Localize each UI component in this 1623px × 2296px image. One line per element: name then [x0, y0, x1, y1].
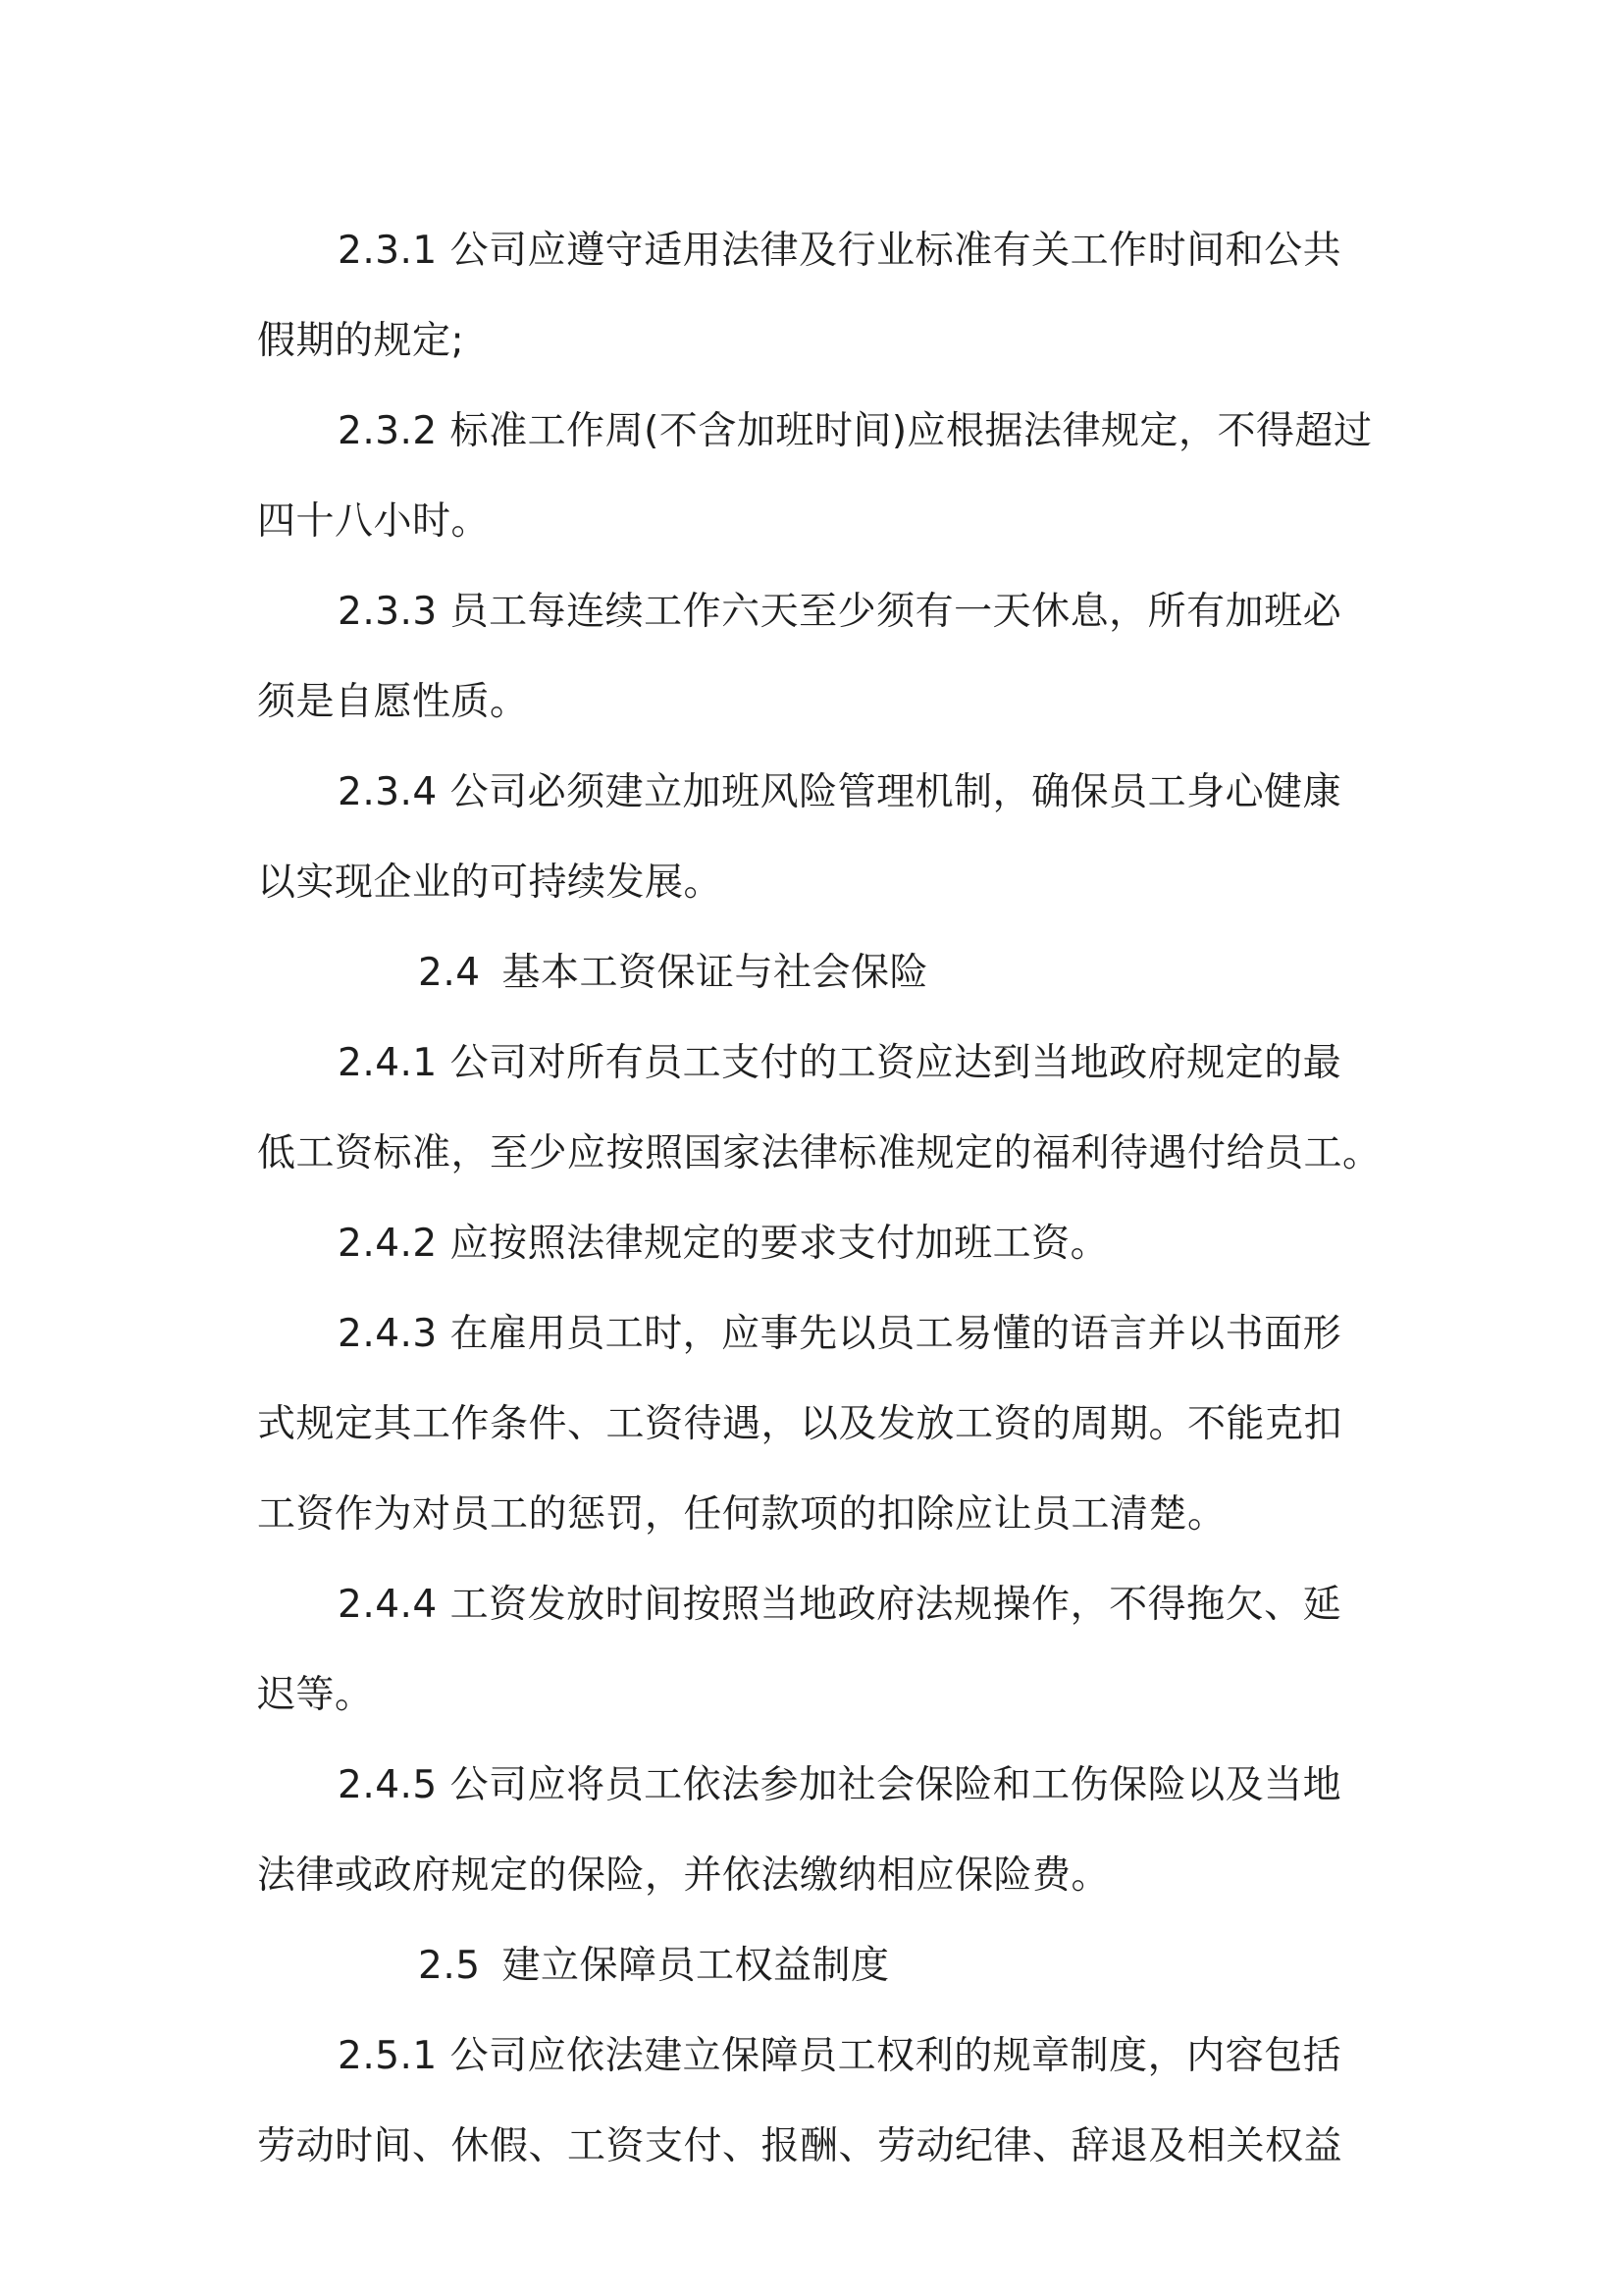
paragraph-2-4-4: [257, 1560, 1405, 1741]
text-line: 工资作为对员工的惩罚，任何款项的扣除应让员工清楚。: [257, 1492, 1227, 1537]
text-line: 2.4.1 公司对所有员工支付的工资应达到当地政府规定的最: [338, 1041, 1342, 1085]
paragraph-2-3-2: [257, 387, 1405, 567]
section-title: 基本工资保证与社会保险: [501, 951, 929, 995]
text-line: 2.3.4 公司必须建立加班风险管理机制，确保员工身心健康: [338, 770, 1342, 814]
section-heading-2-5: [257, 1921, 1405, 2011]
text-line: 劳动时间、休假、工资支付、报酬、劳动纪律、辞退及相关权益: [257, 2124, 1343, 2168]
paragraph-2-4-2: [257, 1199, 1405, 1289]
paragraph-2-5-1: [257, 2011, 1405, 2192]
text-line: 以实现企业的可持续发展。: [257, 861, 723, 905]
paragraph-2-4-1: [257, 1018, 1405, 1199]
text-line: 2.5.1 公司应依法建立保障员工权利的规章制度，内容包括: [338, 2034, 1342, 2078]
paragraph-2-4-3: [257, 1289, 1405, 1560]
text-line: 2.3.2 标准工作周(不含加班时间)应根据法律规定，不得超过: [338, 409, 1373, 453]
text-line: 假期的规定;: [257, 319, 465, 363]
paragraph-2-3-1: [257, 206, 1405, 387]
section-number: 2.4: [418, 951, 481, 995]
text-line: 2.4.5 公司应将员工依法参加社会保险和工伤保险以及当地: [338, 1763, 1342, 1807]
paragraph-2-3-4: [257, 748, 1405, 928]
text-line: 四十八小时。: [257, 499, 491, 544]
section-number: 2.5: [418, 1944, 481, 1988]
text-line: 2.4.3 在雇用员工时，应事先以员工易懂的语言并以书面形: [338, 1312, 1342, 1356]
paragraph-2-4-5: [257, 1741, 1405, 1921]
text-line: 低工资标准，至少应按照国家法律标准规定的福利待遇付给员工。: [257, 1131, 1382, 1175]
text-line: 式规定其工作条件、工资待遇，以及发放工资的周期。不能克扣: [257, 1402, 1343, 1446]
text-line: 2.3.3 员工每连续工作六天至少须有一天休息，所有加班必: [338, 590, 1342, 634]
text-line: 须是自愿性质。: [257, 680, 529, 724]
text-line: 2.4.2 应按照法律规定的要求支付加班工资。: [338, 1222, 1110, 1266]
section-heading-2-4: [257, 928, 1405, 1018]
paragraph-2-3-3: [257, 567, 1405, 748]
text-line: 迟等。: [257, 1673, 374, 1717]
text-line: 2.4.4 工资发放时间按照当地政府法规操作，不得拖欠、延: [338, 1583, 1342, 1627]
text-line: 2.3.1 公司应遵守适用法律及行业标准有关工作时间和公共: [338, 229, 1342, 273]
text-line: 法律或政府规定的保险，并依法缴纳相应保险费。: [257, 1853, 1111, 1898]
section-title: 建立保障员工权益制度: [501, 1944, 890, 1988]
document-body: [257, 206, 1405, 2192]
